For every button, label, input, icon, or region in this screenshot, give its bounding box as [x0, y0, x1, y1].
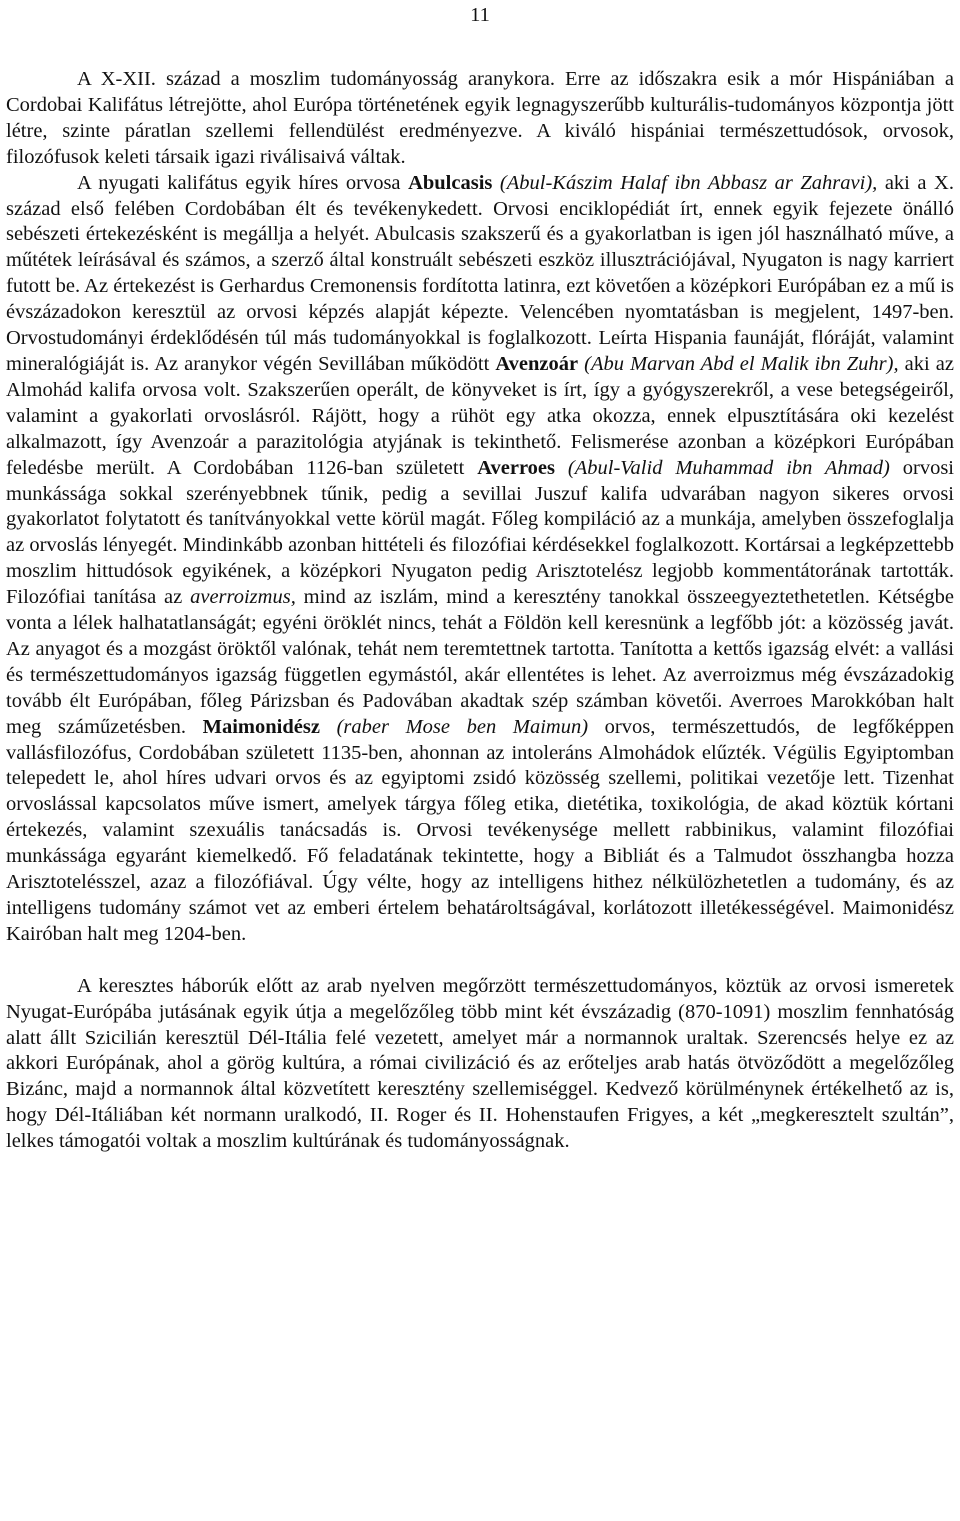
italic-phrase: (raber Mose ben Maimun)	[319, 715, 589, 738]
italic-phrase: (Abul-Valid Muhammad ibn Ahmad)	[555, 456, 890, 479]
italic-phrase: (Abul-Kászim Halaf ibn Abbasz ar Zahravi),	[492, 171, 878, 194]
text-run: A nyugati kalifátus egyik híres orvosa	[77, 171, 409, 194]
paragraph-crusades	[6, 974, 954, 1155]
italic-phrase: averroizmus,	[190, 586, 296, 609]
person-name: Averroes	[477, 456, 556, 479]
text-run: mind az iszlám, mind a keresztény tanokkal összeegyeztethetetlen. Kétségbe vonta a lélek halhatatlanságát; egyéni öröklét nincs, tehát a Földön kell keresnünk a legfőbb jót: a közösség javát. Az anyagot és a mozgást öröktől valónak, tehát nem teremtettnek tartotta. Tanította a kettős igazság elvét: a vallási és természettudományos igazság független egymástól, akár ellentétes is lehet. Az averroizmus még évszázadokig tovább élt Európában, főleg Párizsban és Padovában akadtak szép számban követői. Averroes Marokkóban halt meg száműzetésben.	[6, 586, 954, 738]
paragraph-golden-age	[6, 67, 954, 171]
paragraph-physicians	[6, 171, 954, 948]
text-run: A X-XII. század a moszlim tudományosság aranykora. Erre az időszakra esik a mór Hispániában a Cordobai Kalifátus létrejötte, ahol Európa történetének egyik legnagyszerűbb kulturális-tudományos központja jött létre, szinte páratlan szellemi fellendülést eredményezve. A kiváló hispániai természettudósok, orvosok, filozófusok keleti társaik igazi riválisaivá váltak.	[6, 68, 954, 168]
person-name: Avenzoár	[495, 352, 579, 375]
text-run: aki az Almohád kalifa orvosa volt. Szakszerűen operált, de könyveket is írt, így a gyógyszerekről, a vese betegségeiről, valamint a gyakorlati orvoslásról. Rájött, hogy a rühöt egy atka okozza, ennek elpusztítására oki kezelést alkalmazott, így Avenzoár a parazitológia atyjának is tekinthető. Felismerése azonban a középkori Európában feledésbe merült. A Cordobában 1126-ban született	[6, 352, 954, 479]
person-name: Abulcasis	[408, 171, 493, 194]
italic-phrase: (Abu Marvan Abd el Malik ibn Zuhr),	[578, 352, 899, 375]
document-body	[6, 67, 954, 1155]
text-run: A keresztes háborúk előtt az arab nyelven megőrzött természettudományos, köztük az orvosi ismeretek Nyugat-Európába jutásának egyik útja a megelőzőleg több mint két évszázadig (870-1091) moszlim fennhatóság alatt állt Szicilián keresztül Dél-Itália felé vezetett, amelyet már a normannok uraltak. Szerencsés helye ez az akkori Európának, ahol a görög kultúra, a római civilizáció és az erőteljes arab hatás ötvöződött a megelőzőleg Bizánc, majd a normannok által közvetített keresztény szellemiséggel. Kedvező körülménynek értékelhető az is, hogy Dél-Itáliában két normann uralkodó, II. Roger és II. Hohenstaufen Frigyes, a két „megkeresztelt szultán”, lelkes támogatói voltak a moszlim kultúrának és tudományosságnak.	[6, 974, 954, 1153]
text-run: aki a X. század első felében Cordobában élt és tevékenykedett. Orvosi enciklopédiát írt, ennek egyik fejezete önálló sebészeti értekezésként is megállja a helyét. Abulcasis szakszerű és a gyakorlatban is igen jól használható műve, a műtétek leírásával és számos, a szerző által konstruált sebészeti eszköz illusztrációjával, Nyugaton is nagy karriert futott be. Az értekezést is Gerhardus Cremonensis fordította latinra, ezt követően a középkori Európában ez a mű is évszázadokon keresztül az orvosi képzés alapját képezte. Velencében nyomtatásban is megjelent, 1497-ben. Orvostudományi érdeklődésén túl más tudományokkal is foglalkozott. Leírta Hispania faunáját, flóráját, valamint mineralógiáját is. Az aranykor végén Sevillában működött	[6, 171, 954, 375]
text-run: orvos, természettudós, de legfőképpen vallásfilozófus, Cordobában született 1135-ben, ahonnan az intoleráns Almohádok elűzték. Végülis Egyiptomban telepedett le, ahol híres udvari orvos és az egyiptomi zsidó közösség szellemi, politikai vezetője lett. Tizenhat orvoslással kapcsolatos műve ismert, amelyek tárgya főleg etika, dietétika, toxikológia, de akad köztük kórtani értekezés, valamint szexuális tanácsadás is. Orvosi tevékenysége mellett rabbinikus, valamint filozófiai munkássága egyaránt kiemelkedő. Fő feladatának tekintette, hogy a Bibliát és a Talmudot összhangba hozza Arisztotelésszel, azaz a filozófiával. Úgy vélte, hogy az intelligens hithez nélkülözhetetlen a tudomány, és az intelligens tudomány számot vet az emberi értelem behatároltságával, korlátozott illetékességével. Maimonidész Kairóban halt meg 1204-ben.	[6, 715, 955, 945]
text-run: orvosi munkássága sokkal szerényebbnek tűnik, pedig a sevillai Juszuf kalifa udvarában nagyon sikeres orvosi gyakorlatot folytatott és tanítványokkal vette körül magát. Főleg kompiláció az a munkája, amelyben összefoglalja az orvoslás lényegét. Mindinkább azonban hittételi és filozófiai kérdésekkel foglalkozott. Kortársai a legképzettebb moszlim hittudósok egyikének, a középkori Nyugaton pedig Arisztotelész legjobb kommentátorának tartották. Filozófiai tanítása az	[6, 456, 955, 609]
person-name: Maimonidész	[202, 715, 320, 738]
page-number: 11	[470, 4, 490, 26]
